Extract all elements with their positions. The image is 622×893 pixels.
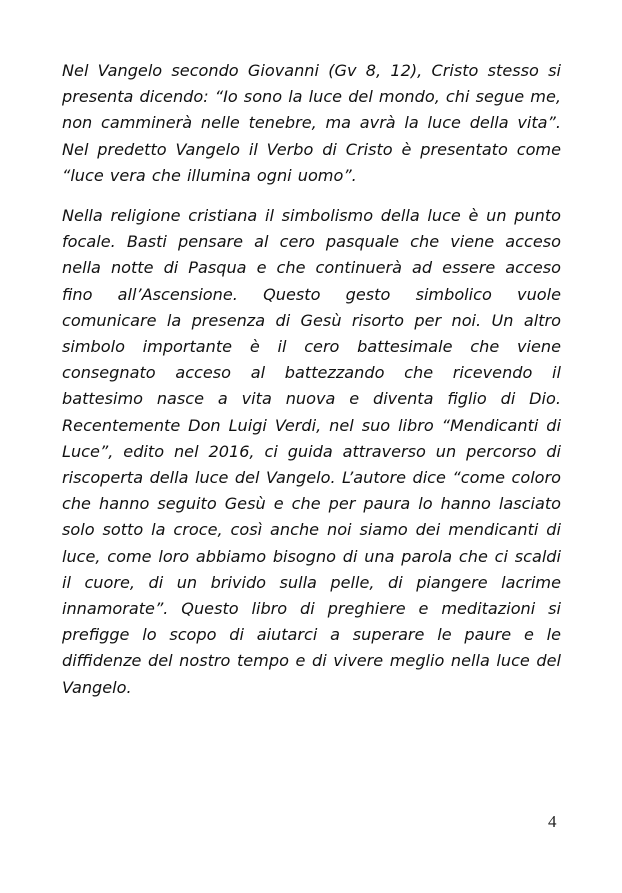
paragraph-1: Nel Vangelo secondo Giovanni (Gv 8, 12), Cristo stesso si presenta dicendo: “Io sono la luce del mondo, chi segue me, non camminerà nelle tenebre, ma avrà la luce della vita”. Nel predetto Vangelo il Verbo di Cristo è presentato come “luce vera che illumina ogni uomo”. xyxy=(62,61,561,185)
body-text xyxy=(62,58,561,715)
paragraph-2: Nella religione cristiana il simbolismo della luce è un punto focale. Basti pensare al cero pasquale che viene acceso nella notte di Pasqua e che continuerà ad essere acceso fino all’Ascensione. Questo gesto simbolico vuole comunicare la presenza di Gesù risorto per noi. Un altro simbolo importante è il cero battesimale che viene consegnato acceso al battezzando che ricevendo il battesimo nasce a vita nuova e diventa figlio di Dio. Recentemente Don Luigi Verdi, nel suo libro “Mendicanti di Luce”, edito nel 2016, ci guida attraverso un percorso di riscoperta della luce del Vangelo. L’autore dice “come coloro che hanno seguito Gesù e che per paura lo hanno lasciato solo sotto la croce, così anche noi siamo dei mendicanti di luce, come loro abbiamo bisogno di una parola che ci scaldi il cuore, di un brivido sulla pelle, di piangere lacrime innamorate”. Questo libro di preghiere e meditazioni si prefigge lo scopo di aiutarci a superare le paure e le diffidenze del nostro tempo e di vivere meglio nella luce del Vangelo. xyxy=(62,206,561,697)
page-number: 4 xyxy=(548,812,557,831)
